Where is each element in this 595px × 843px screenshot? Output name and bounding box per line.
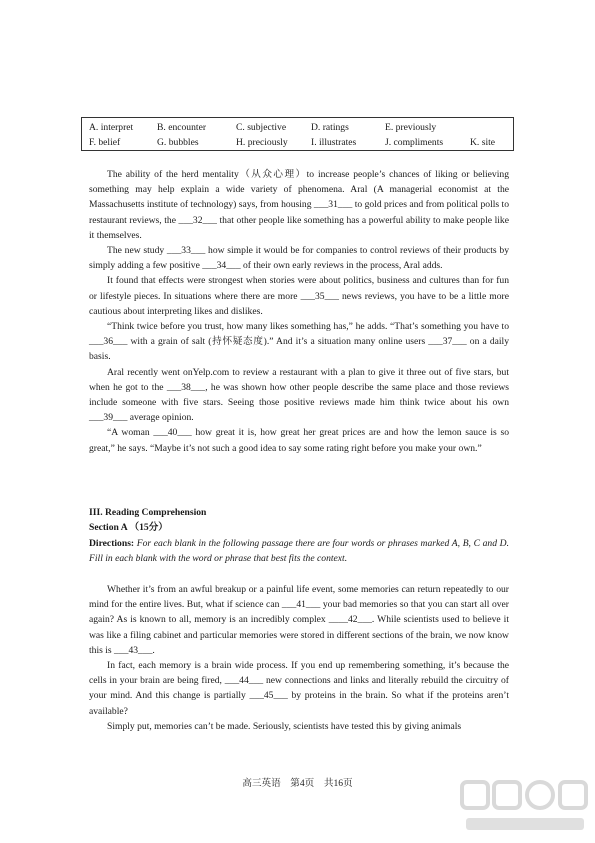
- passage-one-paragraph: The ability of the herd mentality（从众心理）to increase people’s chances of liking or believing something may help explain a wide variety of phenomena. Aral (A managerial economist at the Massachusetts institute of technology) says, from housing ___31___ to gold prices and from political polls to restaurant reviews, the ___32___ that other people like something has a powerful ability to make people like it themselves.: [89, 169, 509, 241]
- passage-one-paragraph: “A woman ___40___ how great it is, how great her great prices are and how the lemon sauce is so great,” he says. “Maybe it’s not such a good idea to say some rating right before you make your own.”: [89, 427, 509, 454]
- directions-label: Directions:: [89, 538, 135, 549]
- directions-text: For each blank in the following passage there are four words or phrases marked A, B, C and D. Fill in each blank with the word or phrase that best fits the context.: [89, 538, 509, 564]
- watermark-logo-icon: [456, 776, 592, 838]
- directions: [89, 536, 509, 566]
- word-option-g: G. bubbles: [157, 137, 199, 148]
- passage-two-paragraph: In fact, each memory is a brain wide process. If you end up remembering something, it’s because the cells in your brain are being fired, ___44___ new connections and links and literally rebuild the circuitry of your mind. And this change is partially ___45___ by proteins in the brain. So what if the proteins aren’t available?: [89, 660, 509, 717]
- word-option-a: A. interpret: [89, 122, 134, 133]
- page-footer: 高三英语 第4页 共16页: [242, 778, 353, 789]
- section-a-title: Section A （15分）: [89, 522, 168, 533]
- passage-one-paragraph: The new study ___33___ how simple it would be for companies to control reviews of their products by simply adding a few positive ___34___ of their own early reviews in the process, Aral adds.: [89, 245, 509, 272]
- word-option-e: E. previously: [385, 122, 437, 133]
- passage-one-paragraph: It found that effects were strongest when stories were about politics, business and cultures than for fun or lifestyle pieces. In situations where there are more ___35___ news reviews, you have to be a little more cautious about interpreting likes and dislikes.: [89, 275, 509, 317]
- passage-two: [89, 582, 509, 734]
- passage-two-paragraph: Whether it’s from an awful breakup or a painful life event, some memories can return repeatedly to our mind for the entire lives. But, what if science can ___41___ your bad memories so that you can start all over again? As is known to all, memory is an incredibly complex ____42___. While scientists used to believe it was like a filing cabinet and particular memories were stored in different sections of the brain, we now know this is ___43___.: [89, 584, 509, 656]
- word-option-k: K. site: [470, 137, 496, 148]
- word-option-j: J. compliments: [385, 137, 444, 148]
- word-bank-row-1: [82, 120, 513, 135]
- passage-one-paragraph: Aral recently went onYelp.com to review a restaurant with a plan to give it three out of five stars, but when he got to the ___38___, he was shown how other people describe the same place and those reviews include someone with five stars. Seeing those positive reviews made him think twice about his own ___39___ average opinion.: [89, 366, 509, 424]
- section-title: III. Reading Comprehension: [89, 507, 207, 518]
- passage-one: [89, 167, 509, 456]
- word-option-c: C. subjective: [236, 122, 287, 133]
- word-option-h: H. preciously: [236, 137, 288, 148]
- passage-two-paragraph: Simply put, memories can’t be made. Seriously, scientists have tested this by giving animals: [107, 720, 462, 732]
- passage-one-paragraph: “Think twice before you trust, how many likes something has,” he adds. “That’s something you have to ___36___ with a grain of salt (持怀疑态度).” And it’s a situation many online users ___37___ on a daily basis.: [89, 321, 509, 363]
- word-option-i: I. illustrates: [311, 137, 357, 148]
- word-option-f: F. belief: [89, 137, 121, 148]
- word-option-b: B. encounter: [157, 122, 207, 133]
- word-option-d: D. ratings: [311, 122, 349, 133]
- word-bank-box: [81, 117, 514, 151]
- word-bank-row-2: [82, 135, 513, 150]
